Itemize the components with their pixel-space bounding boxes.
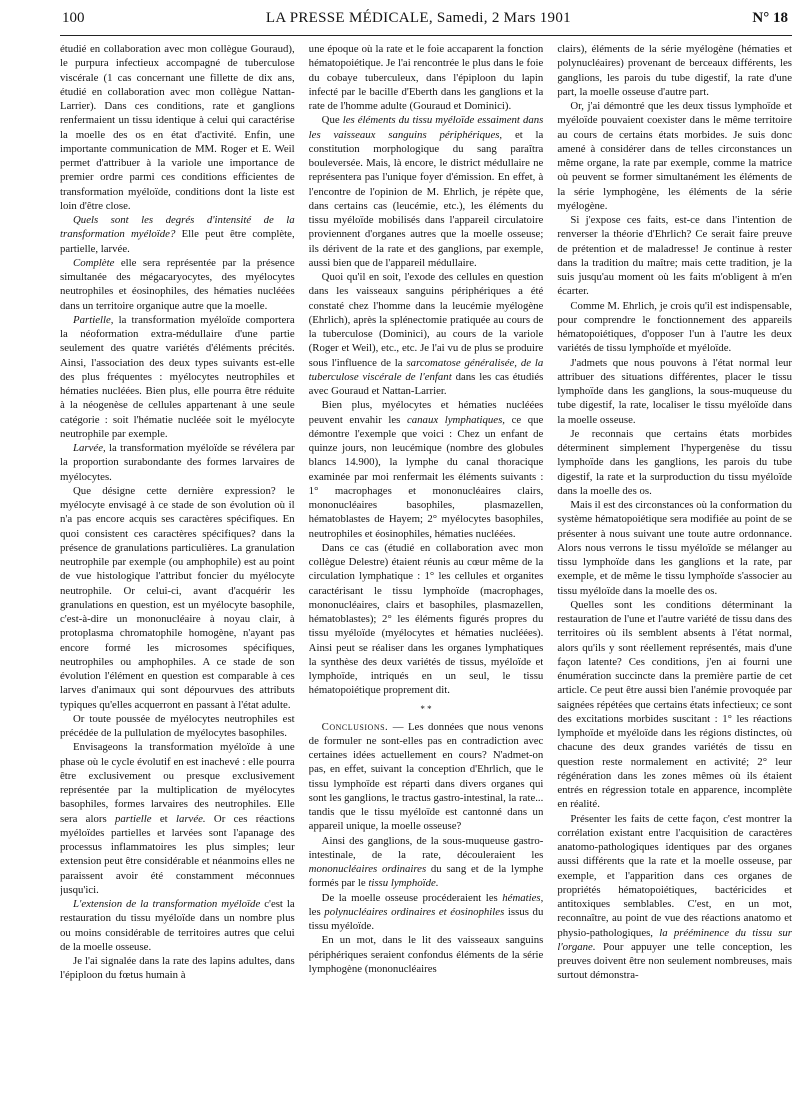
paragraph: Quels sont les degrés d'intensité de la transformation myéloïde? Elle peut être complète, partielle, larvée. <box>60 214 295 255</box>
paragraph: Mais il est des circonstances où la conformation du système hématopoiétique sera modifiée au point de se présenter à nous suivant une toute autre ordonnance. Alors nous verrons le tissu myéloïde se mélanger au tissu lymphoïde dans les ganglions et la rate, par exemple, et de même le tissu lymphoïde s'associer au tissu myéloïde dans la moelle des os. <box>557 499 793 597</box>
header-rule <box>60 35 792 36</box>
paragraph: Conclusions. — Les données que nous venons de formuler ne sont-elles pas en contradiction avec certaines idées actuellement en cours? N'admet-on pas, en effet, suivant la conception d'Ehrlich, que le tissu lymphoïde est réparti dans divers organes qui sont les ganglions, le tractus gastro-intestinal, la rate... tandis que le tissu myéloïde est cantonné dans un appareil unique, la moelle osseuse? <box>308 720 544 833</box>
paragraph: Je l'ai signalée dans la rate des lapins adultes, dans l'épiploon du fœtus humain à <box>60 955 295 982</box>
text-columns <box>60 42 792 1104</box>
paragraph: Larvée, la transformation myéloïde se révélera par la proportion surabondante des formes larvaires de myélocytes. <box>60 442 295 483</box>
paragraph: Envisageons la transformation myéloïde à une phase où le cycle évolutif en est inachevé : elle pourra être exclusivement ou presque exclusivement représentée par la multiplication de myélocytes basophiles, formes larvaires des neutrophiles. Elle sera alors partielle et larvée. Or ces réactions myéloïdes partielles et larvées sont l'apanage des processus inflammatoires les plus simples; leur extension peut être considérable et néanmoins elles ne paraissent avoir été constamment méconnues jusqu'ici. <box>60 741 295 896</box>
column-right <box>557 42 792 1104</box>
paragraph: De la moelle osseuse procéderaient les hématies, les polynucléaires ordinaires et éosinophiles issus du tissu myéloïde. <box>308 891 544 932</box>
issue-number: N° 18 <box>752 10 788 26</box>
paragraph: Dans ce cas (étudié en collaboration avec mon collègue Delestre) étaient réunis au cœur même de la circulation lymphatique : 1° les cellules et organites caractérisant le tissu lymphoïde (macrophages, mononucléaires, clairs et basophiles, plasmazellen, hématoblastes); 2° les éléments figurés propres du tissu myéloïde (myélocytes et hématies nucléées). Ainsi peut se réaliser dans les organes lymphatiques la synthèse des deux variétés de tissus, myéloïde et lymphoïde, intriqués en un seul, le tissu hématopoiétique proprement dit. <box>308 541 544 697</box>
paragraph: Si j'expose ces faits, est-ce dans l'intention de renverser la théorie d'Ehrlich? Ce serait faire preuve de prétention et de maladresse! Je continue à rester dans la tradition du maître; mais cette tradition, je la suis jusqu'au moment où les faits m'obligent à m'en écarter. <box>557 214 793 298</box>
paragraph: Complète elle sera représentée par la présence simultanée des mégacaryocytes, des myélocytes neutrophiles et éosinophiles, des hématies nucléées dans un territoire organique autre que la moelle. <box>60 256 295 312</box>
paragraph: En un mot, dans le lit des vaisseaux sanguins périphériques seraient confondus éléments de la série lymphogène (mononucléaires <box>308 934 544 975</box>
paragraph: Comme M. Ehrlich, je crois qu'il est indispensable, pour comprendre le fonctionnement des appareils hématopoiétiques, d'opposer l'un à l'autre les deux variétés de tissu lymphoïde et myéloïde. <box>557 299 793 355</box>
page-number: 100 <box>62 10 85 26</box>
page-header <box>60 10 792 32</box>
paragraph: Bien plus, myélocytes et hématies nucléées peuvent envahir les canaux lymphatiques, ce que démontre l'exemple que voici : Chez un enfant de quinze jours, non leucémique (nombre des globules blancs 14.900), la lymphe du canal thoracique examinée par moi renfermait les éléments suivants : 1° macrophages et mononucléaires clairs, mononucléaires basophiles, plasmazellen, hématoblastes de Hayem; 2° myélocytes basophiles, neutrophiles et éosinophiles, hématies nucléées. <box>308 399 544 540</box>
paragraph: Que désigne cette dernière expression? le myélocyte envisagé à ce stade de son évolution où il n'a pas encore acquis ses caractères spécifiques. En quoi consistent ces caractères spécifiques? dans la présence de granulations particulières. La granulation neutrophile par exemple (ou amphophile) est au point de vue histologique l'attribut foncier du myélocyte neutrophile. Or celui-ci, avant d'acquérir les granulations en question, est un myélocyte basophile, c'est-à-dire un mononucléaire à noyau clair, à protoplasma chromatophile homogène, n'ayant pas encore formé les microsomes spécifiques, neutrophiles ou amphophiles. A ce stade de son évolution l'élément en question est comparable à ces larves d'animaux qui sont dépourvues des attributs typiques qu'elles acquerront en passant à l'état adulte. <box>60 484 295 711</box>
paragraph: Quoi qu'il en soit, l'exode des cellules en question dans les vaisseaux sanguins périphériques a été constaté chez l'homme dans la leucémie myélogène (Ehrlich), après la splénectomie pratiquée au cours de la tuberculose (Dominici), au cours de la variole (Roger et Weil), etc., etc. Je l'ai vu de plus se produire sous l'influence de la sarcomatose généralisée, de la tuberculose viscérale de l'enfant dans les cas étudiés avec Gouraud et Nattan-Larrier. <box>308 271 544 397</box>
journal-title: LA PRESSE MÉDICALE, Samedi, 2 Mars 1901 <box>265 10 571 26</box>
paragraph: Partielle, la transformation myéloïde comportera la néoformation extra-médullaire d'une partie seulement des quatre variétés d'éléments précités. Ainsi, l'association des deux types suivants est-elle des plus fréquentes : myélocytes neutrophiles et hématies nucléées. Bien plus, elle pourra être réduite à la néogenèse de cellules appartenant à une seule catégorie : soit l'hématie nucléée soit le myélocyte neutrophile par exemple. <box>60 313 295 440</box>
paragraph: L'extension de la transformation myéloïde c'est la restauration du tissu myéloïde dans un nombre plus ou moins considérable de territoires autres que celui de la moelle osseuse. <box>60 898 295 953</box>
paragraph: une époque où la rate et le foie accaparent la fonction hématopoiétique. Je l'ai rencontrée le plus dans le foie du cobaye tuberculeux, dans l'épiploon du lapin infecté par le bacille d'Eberth dans les ganglions et la rate de l'homme adulte (Gouraud et Dominici). <box>308 43 544 112</box>
paragraph: Quelles sont les conditions déterminant la restauration de l'une et l'autre variété de tissu dans des territoires où ils semblent absents à l'état normal, alors qu'ils y sont réellement représentés, mais d'une façon latente? Ces conditions, j'en ai fourni une énumération succincte dans la première partie de cet article. Ce peut être aussi bien l'anémie provoquée par saignées répétées que certains états infectieux; ce sont des excitations morbides suscitant : 1° les réactions lymphoïde et myéloïde dans les régions distinctes, où chacune des deux grandes variétés de tissu en question reste normalement en activité; 2° leur régénération dans les zones mêmes où ils étaient entrés en régression totale en apparence, incomplète en réalité. <box>557 598 793 811</box>
paragraph: Or toute poussée de myélocytes neutrophiles est précédée de la pullulation de myélocytes basophiles. <box>60 712 295 739</box>
paragraph: Ainsi des ganglions, de la sous-muqueuse gastro-intestinale, de la rate, découleraient les mononucléaires ordinaires du sang et de la lymphe formés par le tissu lymphoïde. <box>308 834 544 890</box>
paragraph: Or, j'ai démontré que les deux tissus lymphoïde et myéloïde pouvaient coexister dans le même territoire au cours de certains états morbides. Je suis donc amené à considérer dans de telles circonstances un même organe, la rate par exemple, comme la matrice où peuvent se former simultanément les éléments de la série lymphogène, les éléments de la série myélogène. <box>557 100 793 212</box>
column-middle-top <box>309 42 544 698</box>
paragraph: étudié en collaboration avec mon collègue Gouraud), le purpura infectieux accompagné de tuberculose viscérale (1 cas concernant une fillette de dix ans, étudié en collaboration avec mon collègue Nattan-Larrier). Dans ces conditions, rate et ganglions renfermaient un tissu identique à celui qui caractérise la moelle des os en état d'activité. Enfin, une importante communication de MM. Roger et E. Weil permet d'attribuer à la variole une importance de premier ordre parmi ces conditions efficientes de transformation myéloïde, conditions dont la liste est loin d'être close. <box>60 43 295 212</box>
paragraph: Je reconnais que certains états morbides déterminent simplement l'hypergenèse du tissu lymphoïde dans les ganglions, les parois du tube digestif, la rate et la surproduction du tissu myéloïde dans la moelle des os. <box>557 427 793 497</box>
paragraph: Que les éléments du tissu myéloïde essaiment dans les vaisseaux sanguins périphériques, et la constitution morphologique du sang paraîtra bouleversée. Mais, là encore, le district médullaire ne représentera pas l'unique foyer d'émission. En effet, à l'encontre de l'opinion de M. Ehrlich, je répète que, dans certains cas (leucémie, etc.), les éléments du tissu myéloïde mobilisés dans l'appareil circulatoire proviennent d'organes autres que la moelle osseuse; ils dérivent de la rate et des ganglions, par exemple, aussi bien que de l'appareil médullaire. <box>308 114 544 269</box>
paragraph: Présenter les faits de cette façon, c'est montrer la corrélation existant entre l'acquisition de caractères anatomo-pathologiques identiques par des organes aussi différents que la rate et la moelle osseuse, par exemple, et l'apparition dans ces organes de propriétés hématopoiétiques, bactéricides et antitoxiques semblables. C'est, en un mot, reconnaître, au point de vue des réactions anatomo et physio-pathologiques, la prééminence du tissu sur l'organe. Pour appuyer une telle conception, les preuves doivent être non seulement nombreuses, mais surtout démonstra- <box>557 812 793 982</box>
column-middle-bottom <box>309 720 544 977</box>
column-middle <box>309 42 544 1104</box>
paragraph: clairs), éléments de la série myélogène (hématies et polynucléaires) provenant de berceaux différents, les ganglions, les parois du tube digestif, la rate d'une part, la moelle osseuse d'autre part. <box>557 43 793 98</box>
paragraph: J'admets que nous pouvons à l'état normal leur attribuer des situations différentes, placer le tissu lymphoïde dans les ganglions, la sous-muqueuse du tube digestif, la rate, localiser le tissu myéloïde dans la moelle osseuse. <box>557 356 793 426</box>
section-separator: * * <box>420 703 432 714</box>
column-left <box>60 42 295 1104</box>
